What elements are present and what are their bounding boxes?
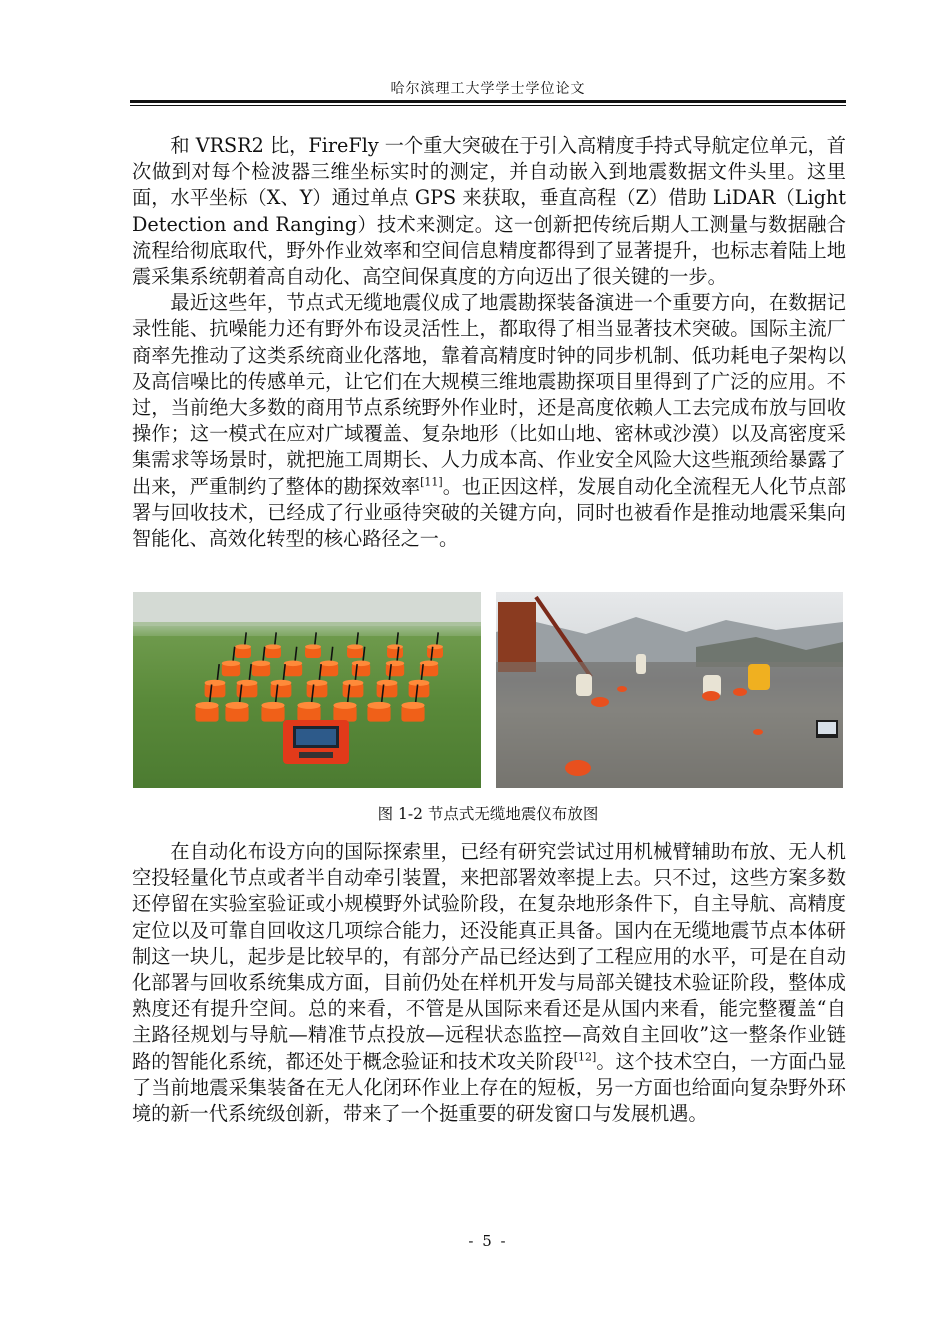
header-rule-thin xyxy=(130,105,846,106)
citation-11: [11] xyxy=(420,475,443,489)
paragraph-node-seismometer xyxy=(132,290,846,552)
paragraph-text: 。这个技术空白，一方面凸显了当前地震采集装备在无人化闭环作业上存在的短板，另一方面也给面向复杂野外环境的新一代系统级创新，带来了一个挺重要的研发窗口与发展机遇。 xyxy=(132,1049,847,1126)
running-header: 哈尔滨理工大学学士学位论文 xyxy=(390,81,586,97)
figure-caption: 图 1-2 节点式无缆地震仪布放图 xyxy=(377,805,599,823)
page-number: - 5 - xyxy=(468,1232,508,1250)
figure-1-2 xyxy=(133,592,843,788)
photo-field-deployment xyxy=(496,592,843,788)
paragraph-firefly: 和 VRSR2 比，FireFly 一个重大突破在于引入高精度手持式导航定位单元，首次做到对每个检波器三维坐标实时的测定，并自动嵌入到地震数据文件头里。这里面，水平坐标（X、Y）通过单点 GPS 来获取，垂直高程（Z）借助 LiDAR（Light Detection and Ranging）技术来测定。这一创新把传统后期人工测量与数据融合流程给彻底取代，野外作业效率和空间信息精度都得到了显著提升，也标志着陆上地震采集系统朝着高自动化、高空间保真度的方向迈出了很关键的一步。 xyxy=(132,134,846,289)
paragraph-text: 在自动化布设方向的国际探索里，已经有研究尝试过用机械臂辅助布放、无人机空投轻量化节点或者半自动牵引装置，来把部署效率提上去。只不过，这些方案多数还停留在实验室验证或小规模野外试验阶段，在复杂地形条件下，自主导航、高精度定位以及可靠自回收这几项综合能力，还没能真正具备。国内在无缆地震节点本体研制这一块儿，起步是比较早的，有部分产品已经达到了工程应用的水平，可是在自动化部署与回收系统集成方面，目前仍处在样机开发与局部关键技术验证阶段，整体成熟度还有提升空间。总的来看，不管是从国际来看还是从国内来看，能完整覆盖“自主路径规划与导航—精准节点投放—远程状态监控—高效自主回收”这一整条作业链路的智能化系统，都还处于概念验证和技术攻关阶段 xyxy=(132,840,846,1073)
body-text-lower xyxy=(132,839,846,1127)
paragraph-text: 最近这些年，节点式无缆地震仪成了地震勘探装备演进一个重要方向，在数据记录性能、抗噪能力还有野外布设灵活性上，都取得了相当显著技术突破。国际主流厂商率先推动了这类系统商业化落地，靠着高精度时钟的同步机制、低功耗电子架构以及高信噪比的传感单元，让它们在大规模三维地震勘探项目里得到了广泛的应用。不过，当前绝大多数的商用节点系统野外作业时，还是高度依赖人工去完成布放与回收操作；这一模式在应对广域覆盖、复杂地形（比如山地、密林或沙漠）以及高密度采集需求等场景时，就把施工周期长、人力成本高、作业安全风险大这些瓶颈给暴露了出来，严重制约了整体的勘探效率 xyxy=(132,291,846,498)
body-text-upper xyxy=(132,133,846,552)
citation-12: [12] xyxy=(573,1050,597,1064)
photo-nodes-on-grass xyxy=(133,592,481,788)
paragraph-automation-survey xyxy=(132,839,846,1127)
header-rule-thick xyxy=(130,100,846,103)
paragraph-text: 。也正因这样，发展自动化全流程无人化节点部署与回收技术，已经成了行业亟待突破的关键方向，同时也被看作是推动地震采集向智能化、高效化转型的核心路径之一。 xyxy=(132,474,847,551)
